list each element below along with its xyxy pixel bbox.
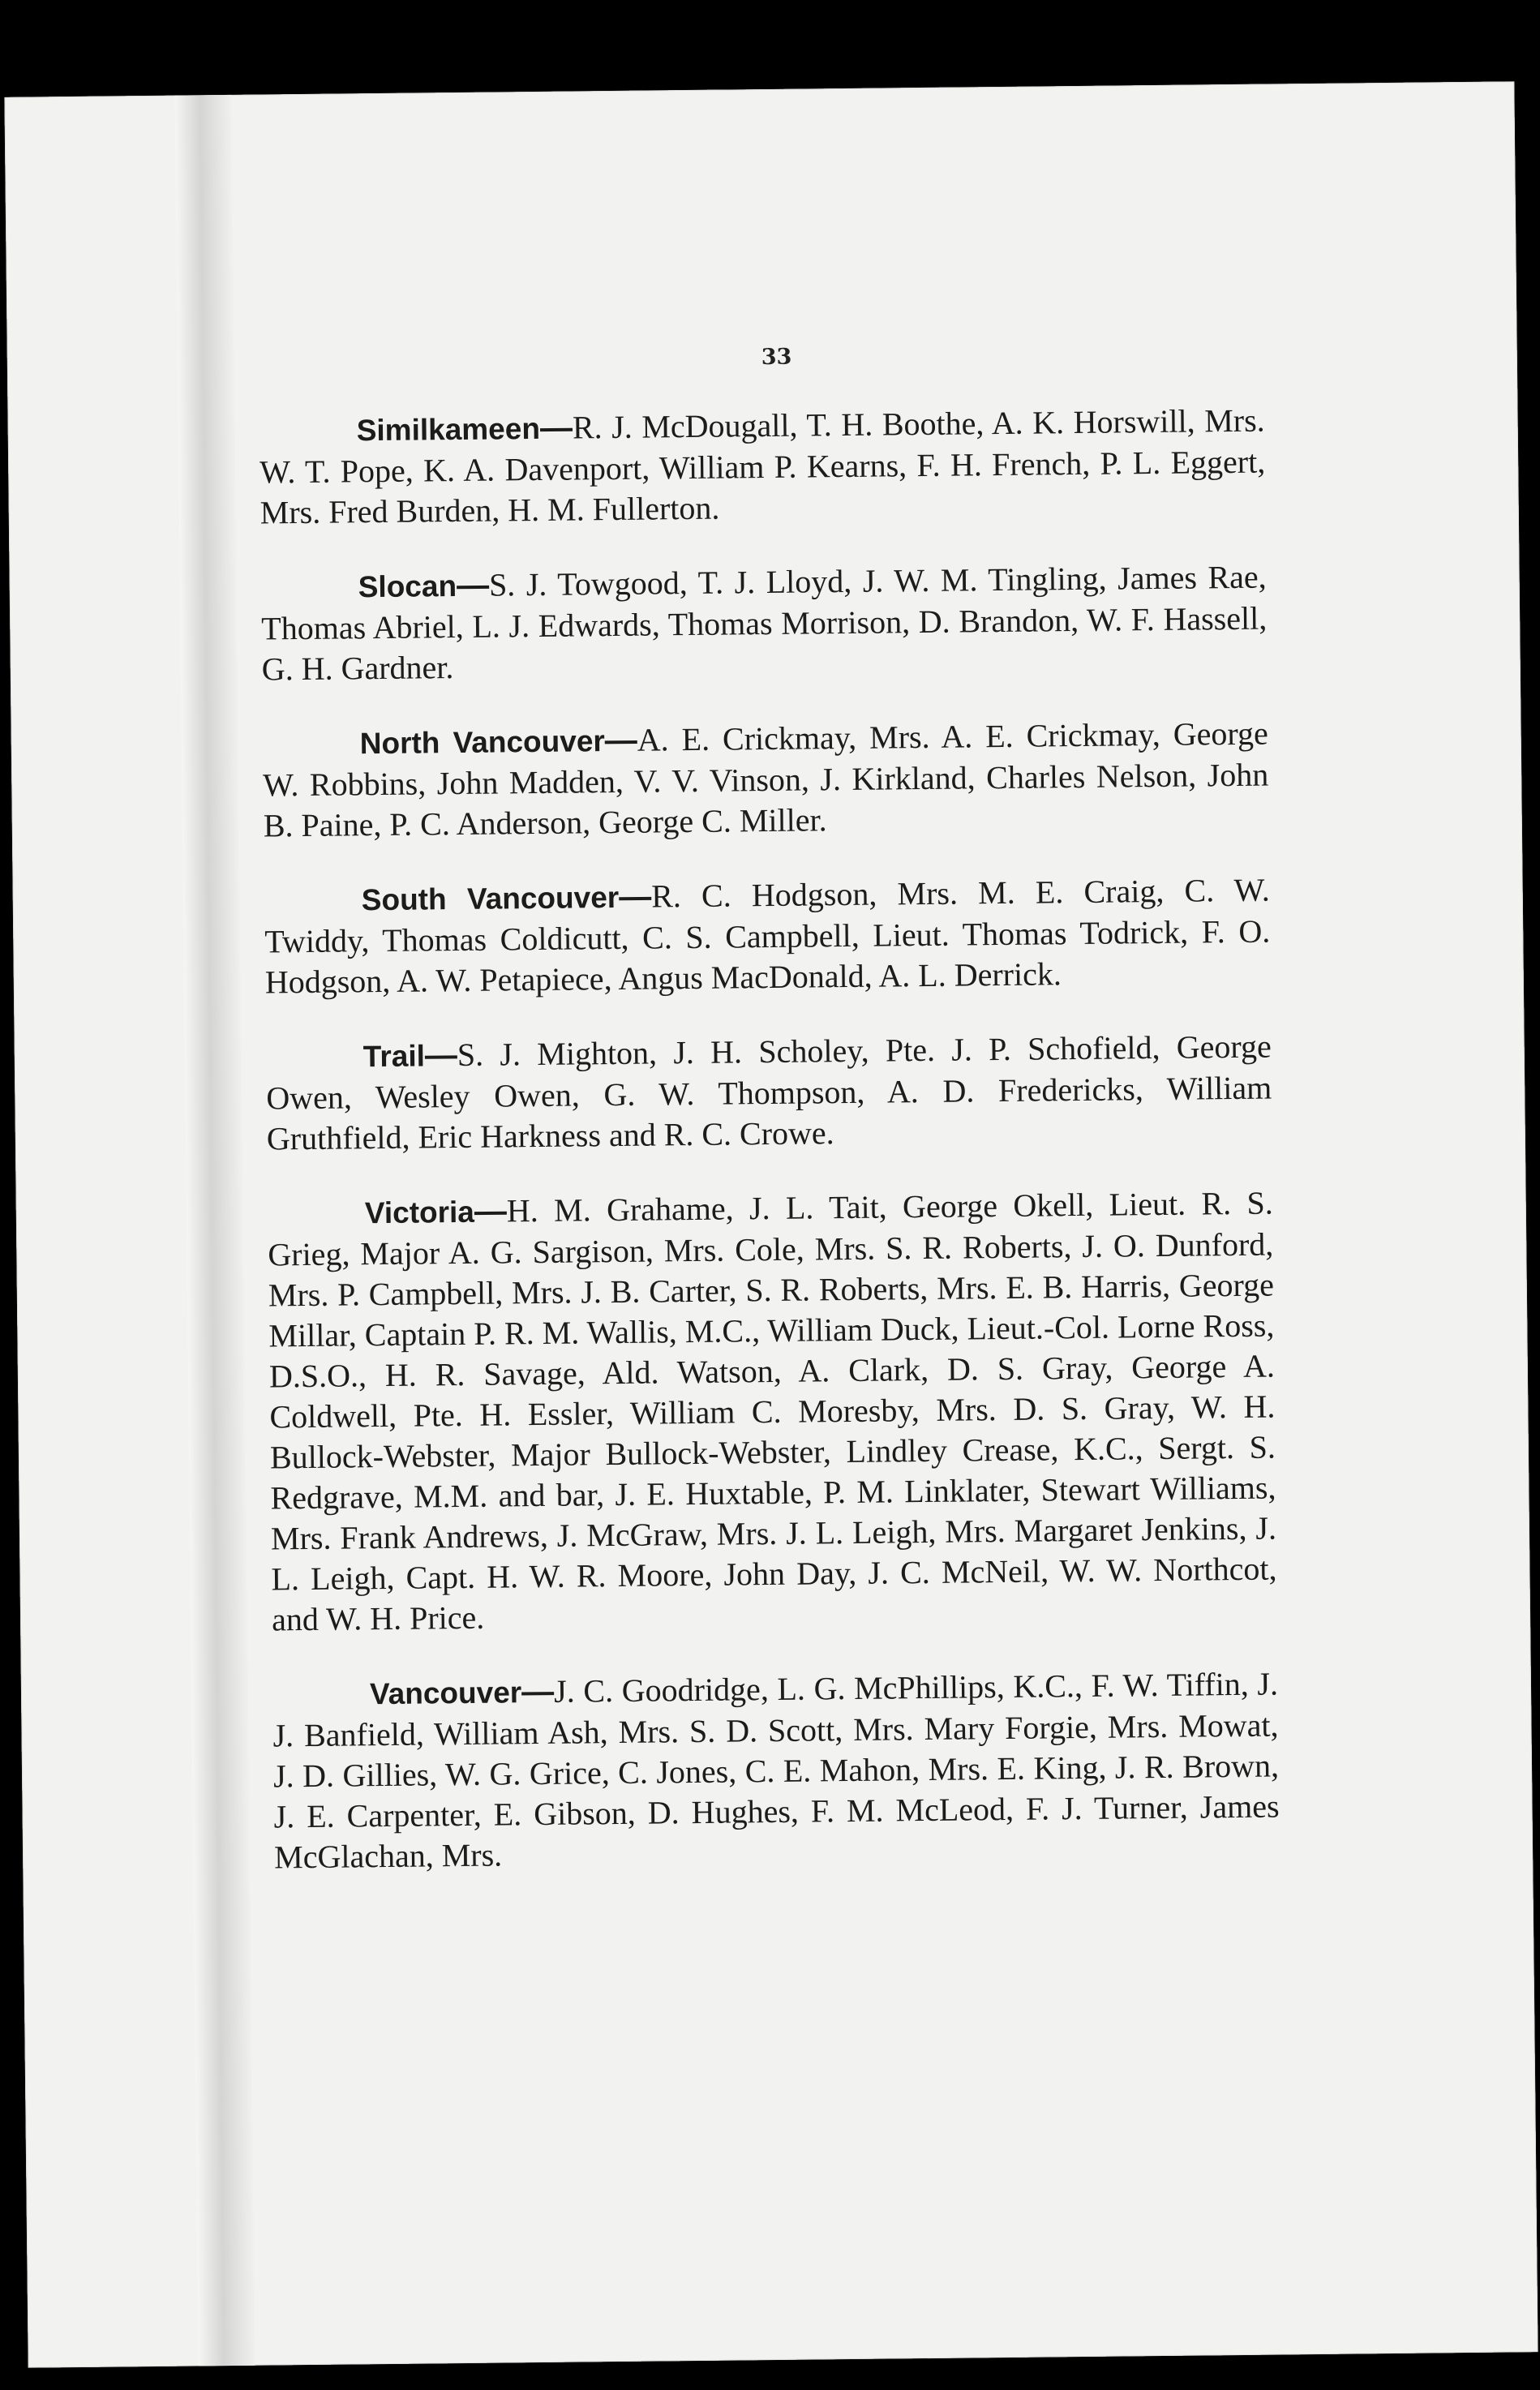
entry-heading: Slocan bbox=[358, 569, 457, 604]
entry-trail: Trail—S. J. Mighton, J. H. Scholey, Pte. J. P. Schofield, George Owen, Wesley Owen, G. W. Thompson, A. D. Fredericks, William Gruthfield, Eric Harkness and R. C. Crowe. bbox=[266, 1028, 1272, 1157]
entry-victoria: Victoria—H. M. Grahame, J. L. Tait, George Okell, Lieut. R. S. Grieg, Major A. G. Sargison, Mrs. Cole, Mrs. S. R. Roberts, J. O. Dunford, Mrs. P. Campbell, Mrs. J. B. Carter, S. R. Roberts, Mrs. E. B. Harris, George Millar, Captain P. R. M. Wallis, M.C., William Duck, Lieut.-Col. Lorne Ross, D.S.O., H. R. Savage, Ald. Watson, A. Clark, D. S. Gray, George A. Coldwell, Pte. H. Essler, William C. Moresby, Mrs. D. S. Gray, W. H. Bullock-Webster, Major Bullock-Webster, Lindley Crease, K.C., Sergt. S. Redgrave, M.M. and bar, J. E. Huxtable, P. M. Linklater, Stewart Williams, Mrs. Frank Andrews, J. McGraw, Mrs. J. L. Leigh, Mrs. Margaret Jenkins, J. L. Leigh, Capt. H. W. R. Moore, John Day, J. C. McNeil, W. W. Northcot, and W. H. Price. bbox=[268, 1184, 1277, 1638]
book-page bbox=[4, 81, 1538, 2367]
entry-names: S. J. Towgood, T. J. Lloyd, J. W. M. Tingling, James Rae, Thomas Abriel, L. J. Edwards, Thomas Morrison, D. Brandon, W. F. Hassell, G. H. Gardner. bbox=[261, 558, 1268, 688]
entry-heading: Vancouver bbox=[369, 1676, 522, 1711]
entry-names: R. J. McDougall, T. H. Boothe, A. K. Horswill, Mrs. W. T. Pope, K. A. Davenport, William P. Kearns, F. H. French, P. L. Eggert, Mrs. Fred Burden, H. M. Fullerton. bbox=[260, 401, 1266, 531]
entry-heading: Trail bbox=[362, 1039, 426, 1074]
entry-names: S. J. Mighton, J. H. Scholey, Pte. J. P. Schofield, George Owen, Wesley Owen, G. W. Thompson, A. D. Fredericks, William Gruthfield, Eric Harkness and R. C. Crowe. bbox=[266, 1028, 1272, 1157]
entry-slocan: Slocan—S. J. Towgood, T. J. Lloyd, J. W. M. Tingling, James Rae, Thomas Abriel, L. J. Edwards, Thomas Morrison, D. Brandon, W. F. Hassell, G. H. Gardner. bbox=[261, 558, 1268, 688]
page-number: 33 bbox=[761, 344, 792, 371]
entry-names: A. E. Crickmay, Mrs. A. E. Crickmay, George W. Robbins, John Madden, V. V. Vinson, J. Kirkland, Charles Nelson, John B. Paine, P. C. Anderson, George C. Miller. bbox=[263, 714, 1269, 844]
entry-south-vancouver: South Vancouver—R. C. Hodgson, Mrs. M. E. Craig, C. W. Twiddy, Thomas Coldicutt, C. S. Campbell, Lieut. Thomas Todrick, F. O. Hodgson, A. W. Petapiece, Angus MacDonald, A. L. Derrick. bbox=[264, 871, 1271, 1001]
entry-heading: South Vancouver bbox=[361, 880, 620, 917]
entry-vancouver: Vancouver—J. C. Goodridge, L. G. McPhillips, K.C., F. W. Tiffin, J. J. Banfield, William Ash, Mrs. S. D. Scott, Mrs. Mary Forgie, Mrs. Mowat, J. D. Gillies, W. G. Grice, C. Jones, C. E. Mahon, Mrs. E. King, J. R. Brown, J. E. Carpenter, E. Gibson, D. Hughes, F. M. McLeod, F. J. Turner, James McGlachan, Mrs. bbox=[272, 1665, 1280, 1876]
entry-names: R. C. Hodgson, Mrs. M. E. Craig, C. W. Twiddy, Thomas Coldicutt, C. S. Campbell, Lieut. Thomas Todrick, F. O. Hodgson, A. W. Petapiece, Angus MacDonald, A. L. Derrick. bbox=[264, 871, 1271, 1001]
entry-north-vancouver: North Vancouver—A. E. Crickmay, Mrs. A. E. Crickmay, George W. Robbins, John Madden, V. V. Vinson, J. Kirkland, Charles Nelson, John B. Paine, P. C. Anderson, George C. Miller. bbox=[263, 714, 1269, 844]
entry-names: H. M. Grahame, J. L. Tait, George Okell, Lieut. R. S. Grieg, Major A. G. Sargison, Mrs. Cole, Mrs. S. R. Roberts, J. O. Dunford, Mrs. P. Campbell, Mrs. J. B. Carter, S. R. Roberts, Mrs. E. B. Harris, George Millar, Captain P. R. M. Wallis, M.C., William Duck, Lieut.-Col. Lorne Ross, D.S.O., H. R. Savage, Ald. Watson, A. Clark, D. S. Gray, George A. Coldwell, Pte. H. Essler, William C. Moresby, Mrs. D. S. Gray, W. H. Bullock-Webster, Major Bullock-Webster, Lindley Crease, K.C., Sergt. S. Redgrave, M.M. and bar, J. E. Huxtable, P. M. Linklater, Stewart Williams, Mrs. Frank Andrews, J. McGraw, Mrs. J. L. Leigh, Mrs. Margaret Jenkins, J. L. Leigh, Capt. H. W. R. Moore, John Day, J. C. McNeil, W. W. Northcot, and W. H. Price. bbox=[268, 1184, 1277, 1638]
page-gutter-shadow bbox=[174, 95, 255, 2366]
entry-heading: Victoria bbox=[364, 1195, 475, 1230]
entry-heading: Similkameen bbox=[356, 411, 541, 448]
entry-similkameen: Similkameen—R. J. McDougall, T. H. Boothe, A. K. Horswill, Mrs. W. T. Pope, K. A. Davenport, William P. Kearns, F. H. French, P. L. Eggert, Mrs. Fred Burden, H. M. Fullerton. bbox=[260, 401, 1266, 531]
entry-names: J. C. Goodridge, L. G. McPhillips, K.C., F. W. Tiffin, J. J. Banfield, William Ash, Mrs. S. D. Scott, Mrs. Mary Forgie, Mrs. Mowat, J. D. Gillies, W. G. Grice, C. Jones, C. E. Mahon, Mrs. E. King, J. R. Brown, J. E. Carpenter, E. Gibson, D. Hughes, F. M. McLeod, F. J. Turner, James McGlachan, Mrs. bbox=[272, 1665, 1280, 1876]
page-text bbox=[259, 401, 1280, 1912]
entry-heading: North Vancouver bbox=[359, 724, 606, 761]
